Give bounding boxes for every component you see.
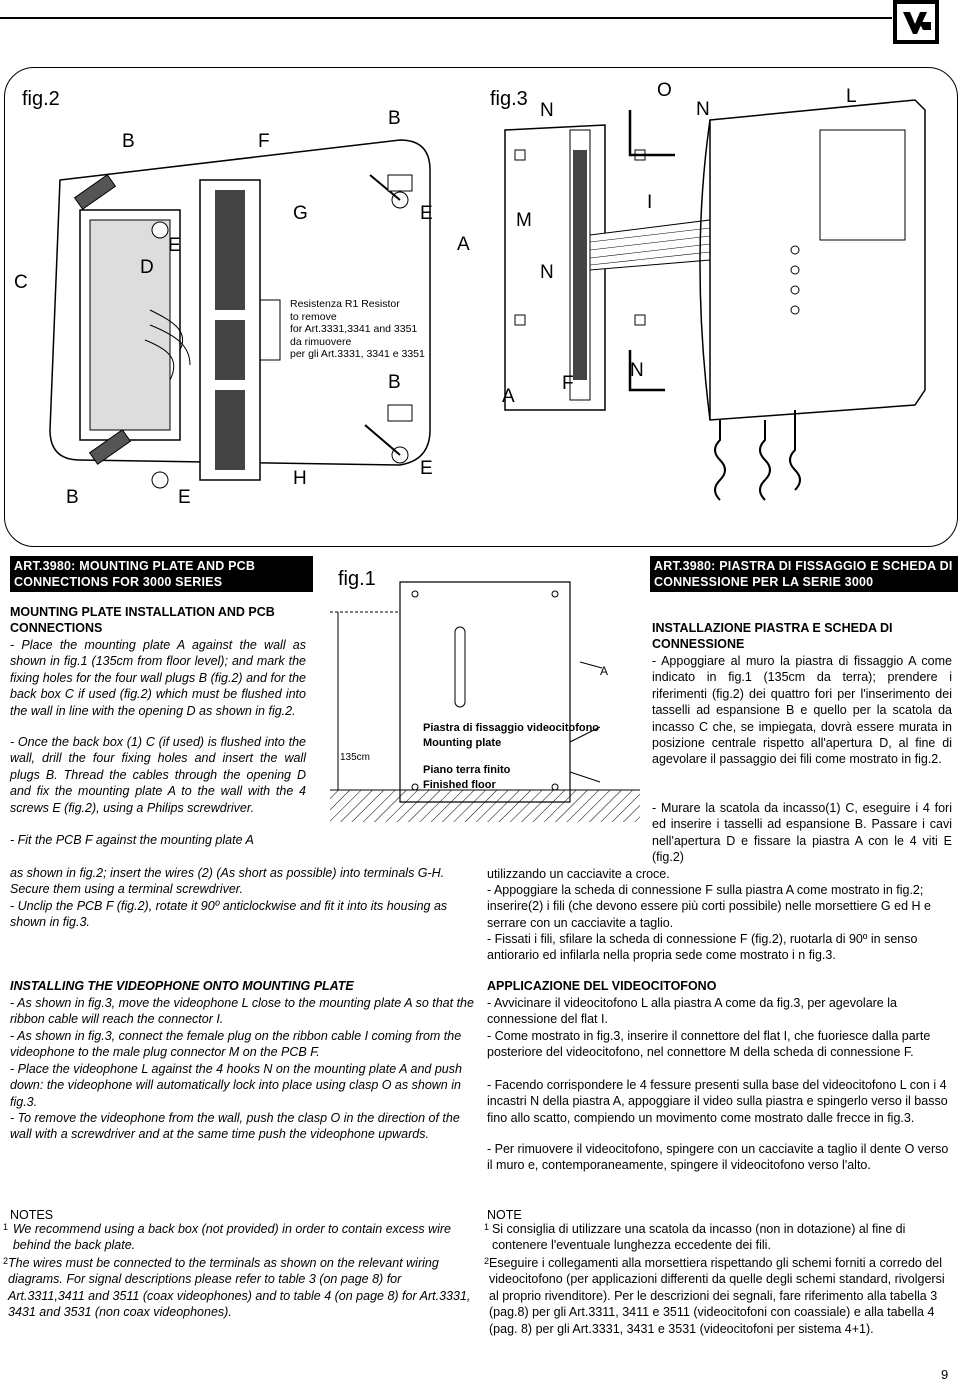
fig2-letter-d: D xyxy=(140,257,154,278)
it-q2: - Come mostrato in fig.3, inserire il connettore del flat I, che fuoriesce dalla parte posteriore del videocitofono, nel connettore M della scheda di connessione F. xyxy=(487,1029,931,1060)
en-q2: - As shown in fig.3, connect the female plug on the ribbon cable I coming from the videophone to the male plug connector M on the PCB F. xyxy=(10,1029,462,1060)
en-note2-text: The wires must be connected to the terminals as shown on the relevant wiring diagrams. For signal descriptions please refer to table 3 (on page 8) for Art.3311,3411 and 3511 (coax videophones) and to table 4 (on page 8) for Art.3331, 3431 and 3531 (non coax videophones). xyxy=(8,1256,471,1320)
en-p1: - Place the mounting plate A against the wall as shown in fig.1 (135cm from floor level); and mark the fixing holes for the four wall plugs B (fig.2) and for the back box C if used (fig.2) which must be flushed into the wall in line with the opening D as shown in fig.2. xyxy=(10,638,306,718)
fig2-letter-e-bottom-right: E xyxy=(420,458,433,479)
en-p2: - Once the back box (1) C (if used) is flushed into the wall, drill the four fixing holes and insert the wall plugs B. Thread the cables through the opening D and fix the mounting plate A to the wall with the 4 screws E (fig.2), using a Philips screwdriver. xyxy=(10,735,306,815)
fig3-letter-a: A xyxy=(502,386,515,407)
fig2-letter-b-right: B xyxy=(388,108,401,129)
en-sub2: INSTALLING THE VIDEOPHONE ONTO MOUNTING PLATE xyxy=(10,979,354,993)
en-p4: as shown in fig.2; insert the wires (2) (As short as possible) into terminals G-H. Secure them using a terminal screwdriver. xyxy=(10,866,445,897)
fig1-plate-label-en: Mounting plate xyxy=(423,737,502,749)
en-note1-num: 1 xyxy=(3,1222,9,1232)
it-note1-num: 1 xyxy=(484,1222,490,1232)
fig1-label: fig.1 xyxy=(338,568,376,590)
top-rule xyxy=(0,17,892,19)
en-note2 xyxy=(3,1255,475,1321)
fig2-letter-b-resistor: B xyxy=(388,372,401,393)
it-notes-title: NOTE xyxy=(487,1208,522,1222)
fig2-letter-e-top-left: E xyxy=(168,235,181,256)
it-p4: - Appoggiare la scheda di connessione F sulla piastra A come mostrato in fig.2; inserire(2) i fili (che devono essere più corti possibile) nelle morsettiere G ed H e serrare con un cacciavite a taglio. xyxy=(487,883,931,930)
fig2-letter-b-top: B xyxy=(122,131,135,152)
fig2-letter-c: C xyxy=(14,272,28,293)
fig2-letter-a: A xyxy=(457,234,470,255)
fig3-drawing xyxy=(495,90,945,510)
fig1-floor-label-en: Finished floor xyxy=(423,779,496,791)
fig3-letter-n-bottom: N xyxy=(630,360,644,381)
resistor-note: Resistenza R1 Resistor to remove for Art.3331,3341 and 3351 da rimuovere per gli Art.3331, 3341 e 3351 xyxy=(290,298,425,361)
it-p3: utilizzando un cacciavite a croce. xyxy=(487,867,670,881)
fig3-letter-i: I xyxy=(647,192,653,213)
en-q4: - To remove the videophone from the wall, push the clasp O in the direction of the wall with a screwdriver and at the same time push the videophone upwards. xyxy=(10,1111,460,1142)
fig3-letter-l: L xyxy=(846,86,857,107)
en-note1 xyxy=(3,1221,475,1254)
fig3-label: fig.3 xyxy=(490,88,528,110)
fig2-letter-f: F xyxy=(258,131,270,152)
it-p1: - Appoggiare al muro la piastra di fissaggio A come indicato in fig.1 (135cm da terra); prendere i riferimenti (fig.2) dei quattro fori per l'inserimento dei tasselli ad espansione B e quello per la scatola da incasso C che, se impiegata, dovrà essere murata in posizione centrale rispetto all'apertura D, al fine di agevolare il passaggio dei fili come mostrato in fig.2. xyxy=(652,654,952,767)
fig3-letter-n-top: N xyxy=(540,100,554,121)
fig3-letter-n-mid: N xyxy=(540,262,554,283)
it-note1-text: Si consiglia di utilizzare una scatola da incasso (non in dotazione) al fine di contenere l'eventuale lunghezza eccedente dei fili. xyxy=(491,1222,906,1253)
it-sub1: INSTALLAZIONE PIASTRA E SCHEDA DI CONNESSIONE xyxy=(652,621,893,651)
brand-logo xyxy=(893,0,941,44)
fig2-letter-h: H xyxy=(293,468,307,489)
page-number: 9 xyxy=(941,1367,949,1382)
it-p5: - Fissati i fili, sfilare la scheda di connessione F (fig.2), ruotarla di 90º in senso antiorario ed infilarla nella propria sede come mostrato i n fig.3. xyxy=(487,932,918,963)
it-note2-num: 2 xyxy=(484,1256,490,1266)
it-q1: - Avvicinare il videocitofono L alla piastra A come da fig.3, per agevolare la connessione del flat I. xyxy=(487,996,897,1027)
en-p3: - Fit the PCB F against the mounting plate A xyxy=(10,833,254,847)
it-sub2: APPLICAZIONE DEL VIDEOCITOFONO xyxy=(487,979,717,993)
en-p5: - Unclip the PCB F (fig.2), rotate it 90º anticlockwise and fit it into its housing as shown in fig.3. xyxy=(10,899,448,930)
fig2-letter-b-bottom: B xyxy=(66,487,79,508)
fig3-letter-m: M xyxy=(516,210,532,231)
en-note2-num: 2 xyxy=(3,1256,9,1266)
fig2-letter-g: G xyxy=(293,203,308,224)
fig3-letter-o: O xyxy=(657,80,672,101)
en-q3: - Place the videophone L against the 4 hooks N on the mounting plate A and push down: the videophone will automatically lock into place using clasp O as shown in fig.3. xyxy=(10,1062,462,1109)
fig2-label: fig.2 xyxy=(22,88,60,110)
it-title: ART.3980: PIASTRA DI FISSAGGIO E SCHEDA DI CONNESSIONE PER LA SERIE 3000 xyxy=(650,556,958,592)
fig1-plate-label-it: Piastra di fissaggio videocitofono xyxy=(423,722,600,734)
en-notes-title: NOTES xyxy=(10,1208,54,1222)
it-note1 xyxy=(484,1221,954,1254)
fig1-letter-a: A xyxy=(600,664,609,678)
fig2-letter-e-bottom-left: E xyxy=(178,487,191,508)
it-q4: - Per rimuovere il videocitofono, spingere con un cacciavite a taglio il dente O verso il muro e, contemporaneamente, spingere il videocitofono verso l'alto. xyxy=(487,1142,949,1173)
it-p2: - Murare la scatola da incasso(1) C, eseguire i 4 fori ed inserire i tasselli ad espansione B. Passare i cavi nell'apertura D e fissare la piastra A con le 4 viti E (fig.2) xyxy=(652,801,952,865)
it-q3: - Facendo corrispondere le 4 fessure presenti sulla base del videocitofono L con i 4 incastri N della piastra A, appoggiare il video sulla piastra e spingerlo verso il basso fino allo scatto, compiendo un movimento come mostrato dalle frecce in fig.3. xyxy=(487,1078,948,1125)
en-sub1: MOUNTING PLATE INSTALLATION AND PCB CONNECTIONS xyxy=(10,605,275,635)
en-q1: - As shown in fig.3, move the videophone L close to the mounting plate A so that the ribbon cable will reach the connector I. xyxy=(10,996,474,1027)
fig1-height-label: 135cm xyxy=(340,752,371,763)
en-note1-text: We recommend using a back box (not provided) in order to contain excess wire behind the back plate. xyxy=(12,1222,452,1253)
it-note2 xyxy=(484,1255,954,1337)
fig3-letter-f: F xyxy=(562,373,574,394)
fig3-letter-n-top-right: N xyxy=(696,99,710,120)
it-note2-text: Eseguire i collegamenti alla morsettiera rispettando gli schemi forniti a corredo del videocitofono (per applicazioni differenti da quelle degli schemi standard, rivolgersi al proprio rivenditore). Per le descrizioni dei segnali, fare riferimento alla tabella 3 (pag.8) per gli Art.3311, 3411 e 3511 (videocitofoni con coassiale) e alla tabella 4 (pag. 8) per gli Art.3331, 3431 e 3531 (videocitofoni per sistema 4+1). xyxy=(489,1256,945,1336)
en-title: ART.3980: MOUNTING PLATE AND PCB CONNECTIONS FOR 3000 SERIES xyxy=(10,556,313,592)
fig2-letter-e-top-right: E xyxy=(420,203,433,224)
fig1-floor-label-it: Piano terra finito xyxy=(423,764,511,776)
